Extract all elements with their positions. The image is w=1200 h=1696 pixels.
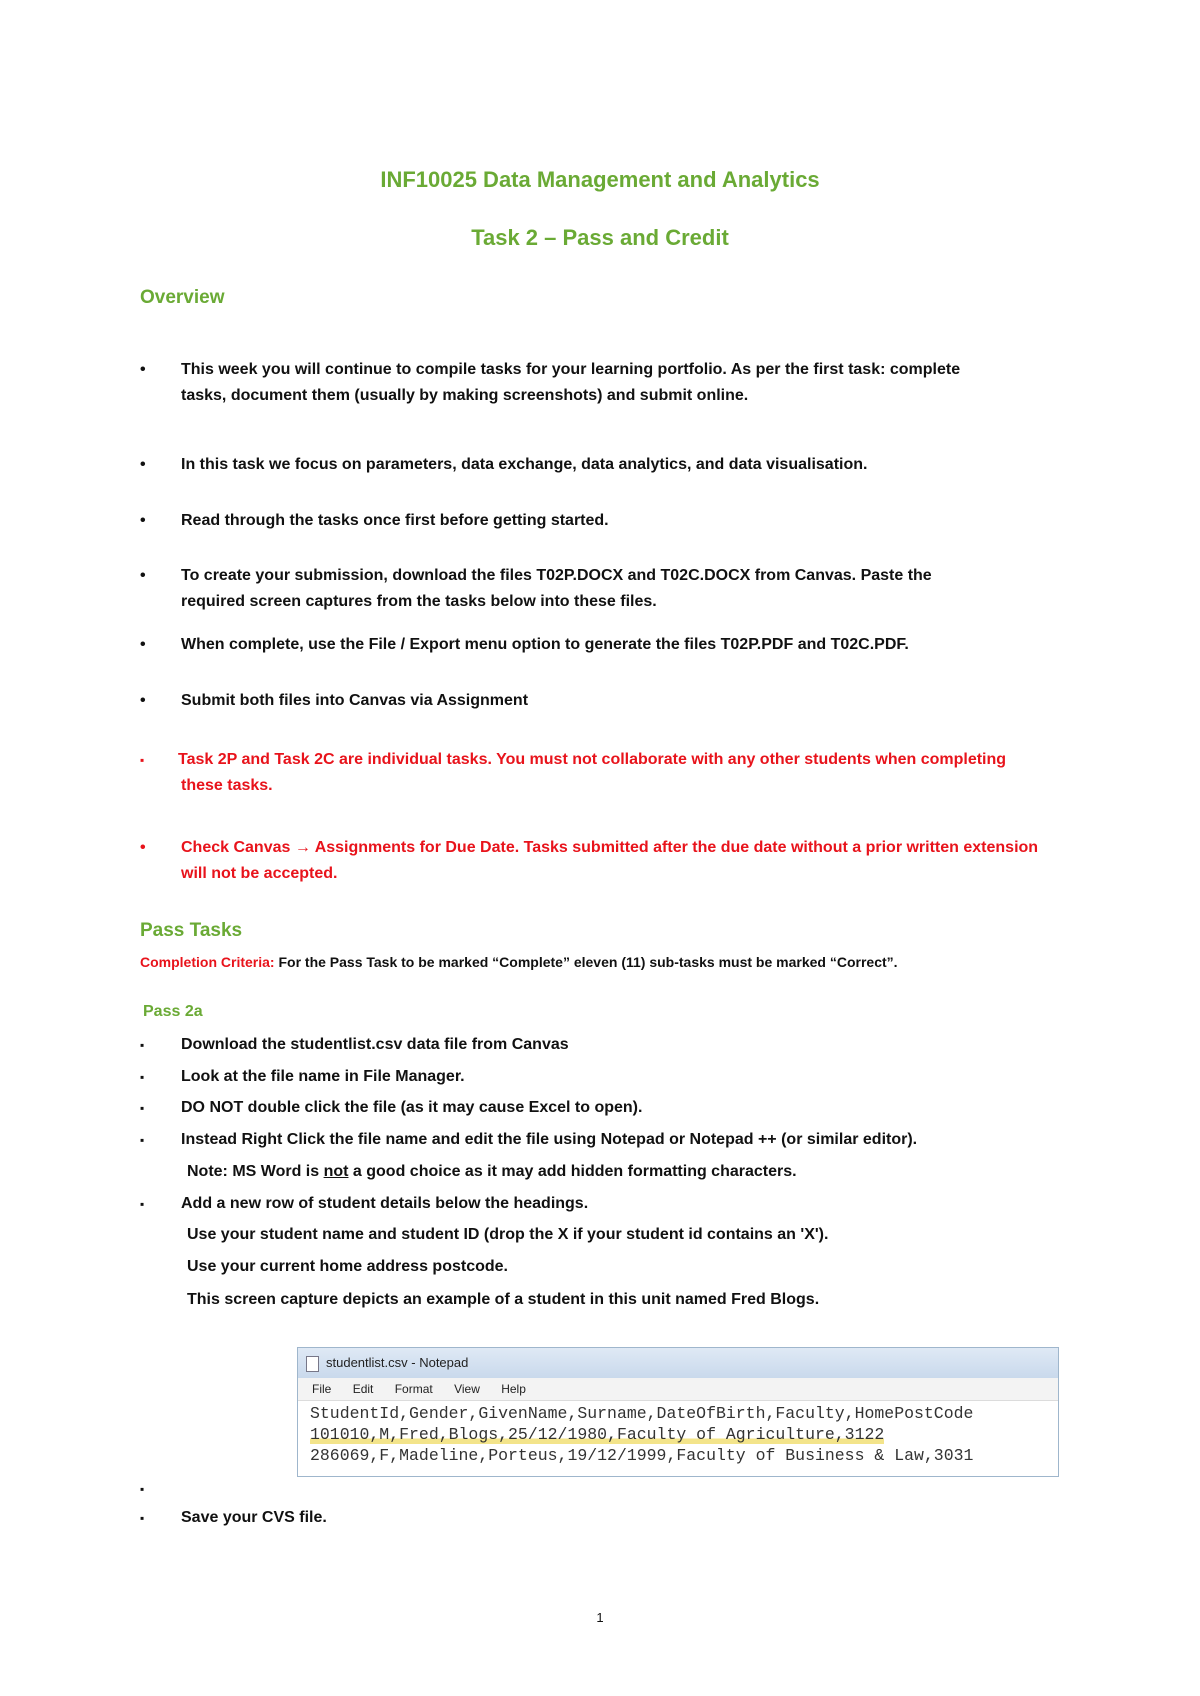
document-icon	[306, 1356, 319, 1372]
document-page: INF10025 Data Management and Analytics Task 2 – Pass and Credit Overview • This week you will continue to compile tasks for your learning portfolio. As per the first task: complete tasks, document them (usually by making screenshots) and submit online. • In this task we focus on parameters, data exchange, data analytics, and data visualisation. • Read through the tasks once first before getting started. • To create your submission, download the files T02P.DOCX and T02C.DOCX from Canvas. Paste the required screen captures from the tasks below into these files. • When complete, use the File / Export menu option to generate the files T02P.PDF and T02C.PDF. • Submit both files into Canvas via Assignment ▪ Task 2P and Task 2C are individual tasks. You must not collaborate with any other students when completing these tasks. • Check Canvas → Assignments for Due Date. Tasks submitted after the due date without a prior written extension will not be accepted. Pass Tasks Completion Criteria: For the Pass Task to be marked “Complete” eleven (11) sub-tasks must be marked “Correct”. Pass 2a ▪ Download the studentlist.csv data file from Canvas ▪ Look at the file name in File Manager. ▪ DO NOT double click the file (as it may cause Excel to open). ▪ Instead Right Click the file name and edit the file using Notepad or Notepad ++ (or similar editor). Note: MS Word is not a good choice as it may add hidden formatting characters. ▪ Add a new row of student details below the headings. Use your student name and student ID (drop the X if your student id contains an 'X'). Use your current home address postcode. This screen capture depicts an example of a student in this unit named Fred Blogs. studentlist.csv - Notepad File Edit Format View Help StudentId,Gender,GivenName,Surname,DateOfBirth,Faculty,HomePostCode 101010,M,Fred,Blogs,25/12/1980,Faculty of Agriculture,3122 286069,F,Madeline,Porteus,19/12/1999,Faculty of Business & Law,3031 ▪ ▪ Save your CVS file. 1	[0, 0, 1200, 1696]
instruction-line: Use your student name and student ID (drop the X if your student id contains an 'X').	[187, 1226, 829, 1243]
course-title: INF10025 Data Management and Analytics	[380, 167, 820, 192]
notepad-title-bar: studentlist.csv - Notepad	[298, 1348, 1058, 1378]
instruction-line: Use your current home address postcode.	[187, 1258, 508, 1275]
note-line: Note: MS Word is not a good choice as it may add hidden formatting characters.	[187, 1163, 797, 1180]
square-bullet-icon: ▪	[140, 1197, 145, 1211]
bullet-icon: •	[140, 456, 146, 473]
completion-criteria: Completion Criteria: For the Pass Task to be marked “Complete” eleven (11) sub-tasks must be marked “Correct”.	[140, 954, 898, 970]
square-bullet-icon: ▪	[140, 1038, 145, 1052]
bullet-icon: •	[140, 692, 146, 709]
page-number: 1	[596, 1610, 604, 1625]
square-bullet-icon: ▪	[140, 1133, 145, 1147]
bullet-icon: •	[140, 361, 146, 378]
notepad-content	[298, 1401, 1058, 1468]
notepad-screenshot	[297, 1347, 1059, 1477]
bullet-icon: •	[140, 636, 146, 653]
square-bullet-icon: ▪	[140, 1511, 145, 1525]
notepad-menu-bar	[298, 1378, 1058, 1401]
task-title: Task 2 – Pass and Credit	[471, 225, 729, 250]
menu-file: File	[312, 1382, 332, 1396]
csv-line: StudentId,Gender,GivenName,Surname,DateOfBirth,Faculty,HomePostCode	[310, 1404, 974, 1423]
menu-edit: Edit	[352, 1382, 374, 1396]
pass-tasks-heading: Pass Tasks	[140, 920, 243, 941]
bullet-icon: •	[140, 839, 146, 856]
instruction-line: This screen capture depicts an example of a student in this unit named Fred Blogs.	[187, 1291, 820, 1308]
square-bullet-icon: ▪	[140, 1070, 145, 1084]
bullet-icon: •	[140, 567, 146, 584]
menu-help: Help	[501, 1382, 526, 1396]
square-bullet-icon: ▪	[140, 753, 145, 767]
csv-line-highlighted: 101010,M,Fred,Blogs,25/12/1980,Faculty of Agriculture,3122	[310, 1425, 885, 1444]
pass-2a-heading: Pass 2a	[143, 1003, 203, 1020]
overview-heading: Overview	[140, 287, 225, 308]
square-bullet-icon: ▪	[140, 1101, 145, 1115]
square-bullet-icon: ▪	[140, 1482, 145, 1496]
bullet-icon: •	[140, 512, 146, 529]
csv-line: 286069,F,Madeline,Porteus,19/12/1999,Faculty of Business & Law,3031	[310, 1446, 974, 1465]
menu-view: View	[454, 1382, 480, 1396]
menu-format: Format	[394, 1382, 433, 1396]
